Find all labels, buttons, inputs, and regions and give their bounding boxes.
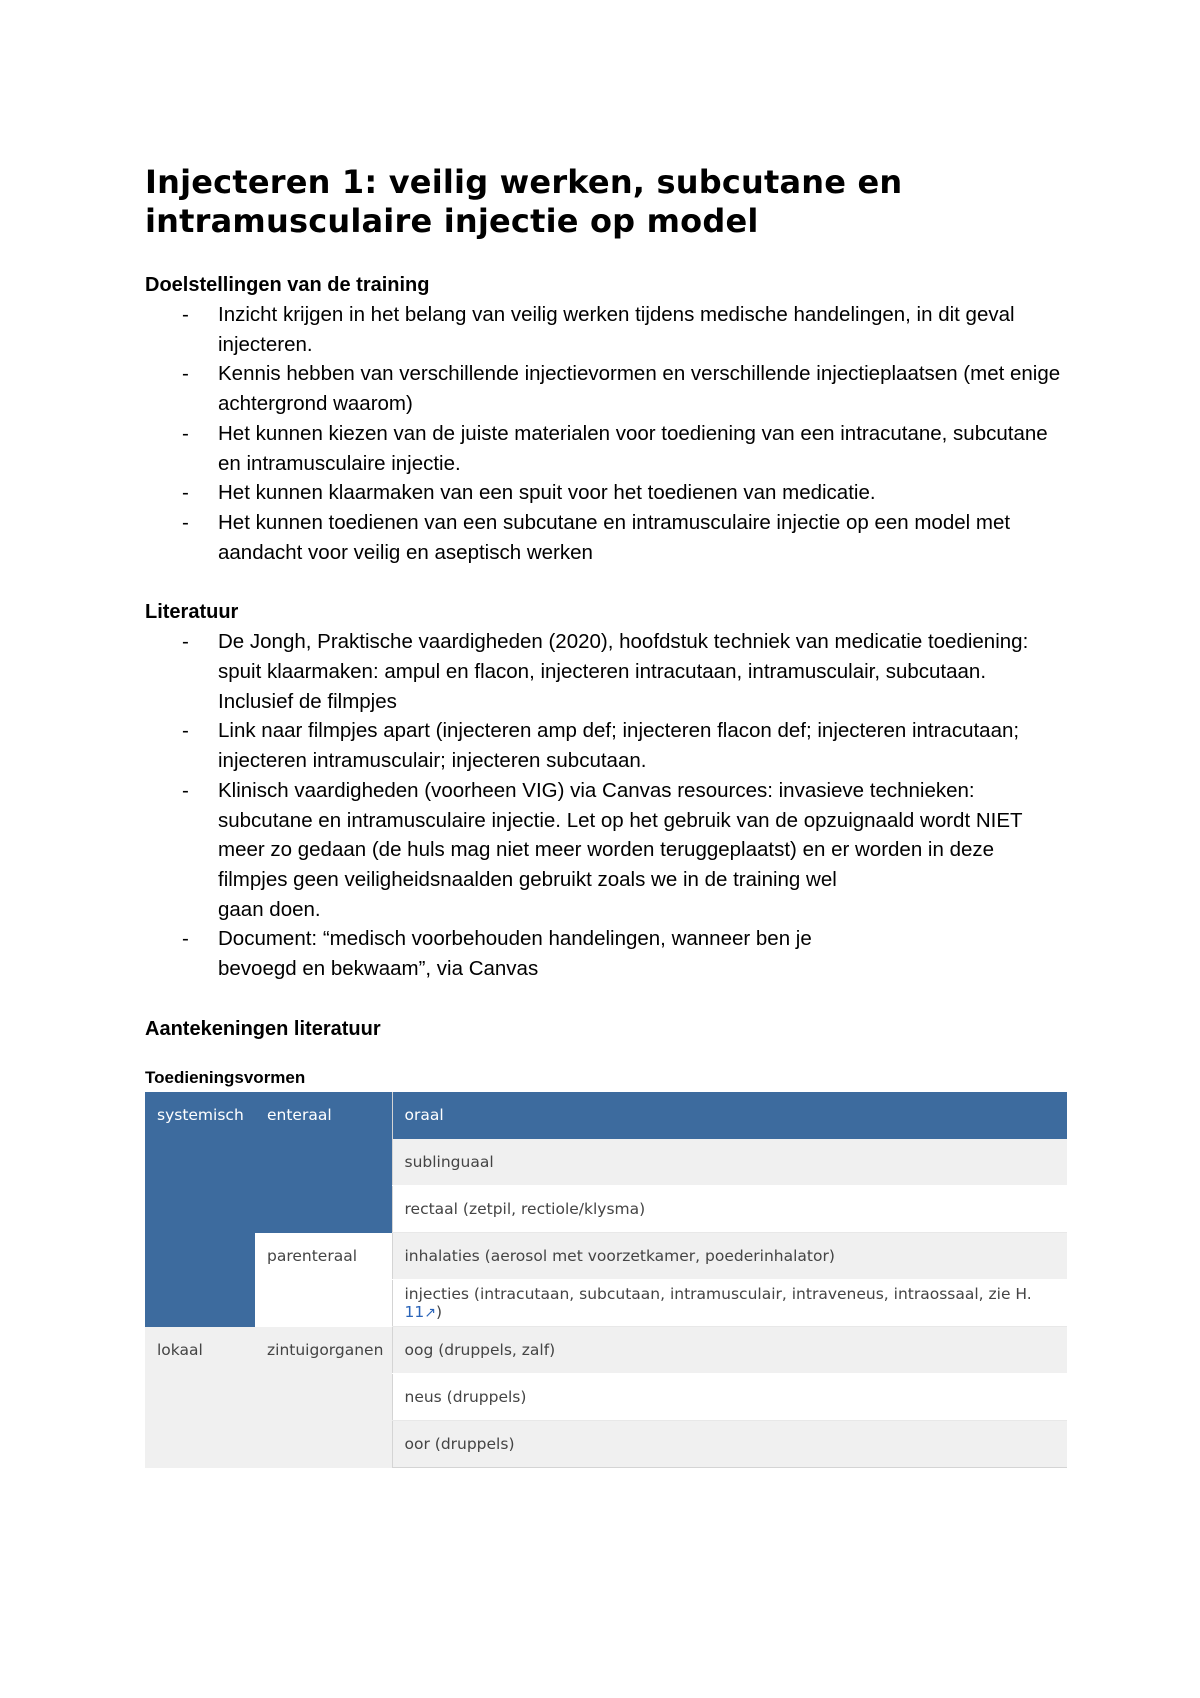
list-item-text-continued: bevoegd en bekwaam”, via Canvas: [218, 957, 539, 981]
list-item: [145, 924, 1065, 983]
subcategory-parenteraal: parenteraal: [255, 1233, 392, 1327]
table-row: [145, 1092, 1067, 1139]
route-cell: neus (druppels): [392, 1374, 1067, 1421]
page-title-line-2: intramusculaire injectie op model: [145, 202, 759, 240]
literature-list: [145, 627, 1065, 983]
list-item: - Kennis hebben van verschillende injectievormen en verschillende injectieplaatsen (met enige achtergrond waarom): [145, 359, 1065, 418]
table-row: [145, 1233, 1067, 1280]
category-lokaal: lokaal: [145, 1327, 255, 1468]
list-item-text: Klinisch vaardigheden (voorheen VIG) via Canvas resources: invasieve technieken: subcutane en intramusculaire injectie. Let op het gebruik van de opzuignaald wordt NIET meer zo gedaan (de huls mag niet meer worden teruggeplaatst) en er worden in deze filmpjes geen veiligheidsnaalden gebruikt zoals we in de training wel: [218, 778, 1023, 891]
list-item: - De Jongh, Praktische vaardigheden (2020), hoofdstuk techniek van medicatie toediening: spuit klaarmaken: ampul en flacon, injecteren intracutaan, intramusculair, subcutaan. Inclusief de filmpjes: [145, 627, 1065, 716]
list-item: - Link naar filmpjes apart (injecteren amp def; injecteren flacon def; injecteren intracutaan; injecteren intramusculair; injecteren subcutaan.: [145, 716, 1065, 775]
list-item: - Het kunnen klaarmaken van een spuit voor het toedienen van medicatie.: [145, 478, 1065, 508]
literature-heading: Literatuur: [145, 601, 239, 624]
external-link-icon[interactable]: ↗: [424, 1305, 436, 1322]
notes-heading: Aantekeningen literatuur: [145, 1017, 381, 1040]
document-page: [145, 163, 1065, 1468]
list-item: - Inzicht krijgen in het belang van veilig werken tijdens medische handelingen, in dit geval injecteren.: [145, 300, 1065, 359]
chapter-link[interactable]: 11: [404, 1303, 425, 1322]
list-item: - Het kunnen toedienen van een subcutane en intramusculaire injectie op een model met aandacht voor veilig en aseptisch werken: [145, 508, 1065, 567]
list-item: - Het kunnen kiezen van de juiste materialen voor toediening van een intracutane, subcutane en intramusculaire injectie.: [145, 419, 1065, 478]
category-systemisch: systemisch: [145, 1092, 255, 1327]
list-item-text: Document: “medisch voorbehouden handelingen, wanneer ben je: [218, 927, 812, 951]
objectives-heading: Doelstellingen van de training: [145, 274, 430, 296]
route-cell: oog (druppels, zalf): [392, 1327, 1067, 1374]
route-cell: oor (druppels): [392, 1421, 1067, 1468]
page-title-line-1: Injecteren 1: veilig werken, subcutane en: [145, 163, 903, 201]
page-title: [145, 163, 1065, 241]
route-text: injecties (intracutaan, subcutaan, intramusculair, intraveneus, intraossaal, zie H.: [404, 1285, 1032, 1304]
route-cell: inhalaties (aerosol met voorzetkamer, poederinhalator): [392, 1233, 1067, 1280]
subcategory-enteraal: enteraal: [255, 1092, 392, 1233]
route-cell-injecties: [392, 1280, 1067, 1327]
subcategory-zintuigorganen: zintuigorganen: [255, 1327, 392, 1468]
route-text-end: ): [435, 1303, 443, 1322]
route-cell: rectaal (zetpil, rectiole/klysma): [392, 1186, 1067, 1233]
route-cell: oraal: [392, 1092, 1067, 1139]
table-row: [145, 1327, 1067, 1374]
objectives-list: [145, 300, 1065, 567]
list-item-text-continued: gaan doen.: [218, 897, 321, 921]
route-cell: sublinguaal: [392, 1139, 1067, 1186]
list-item: [145, 776, 1065, 925]
administration-routes-table: [145, 1092, 1067, 1469]
table-heading: Toedieningsvormen: [145, 1067, 306, 1087]
